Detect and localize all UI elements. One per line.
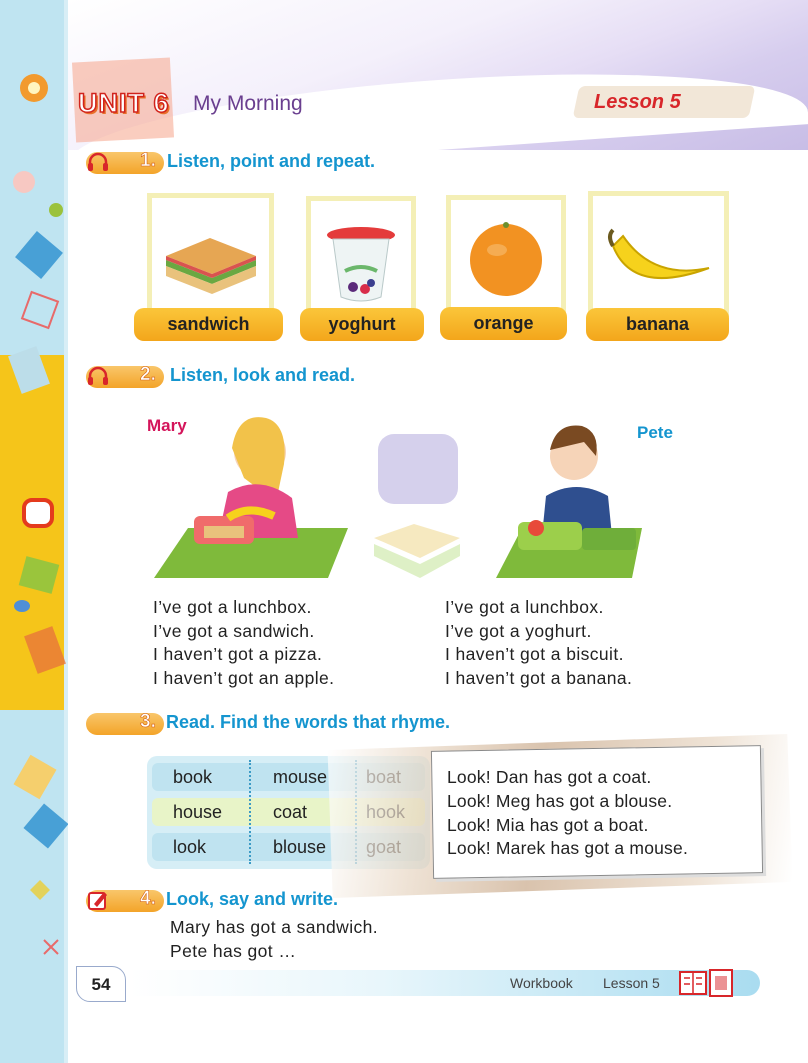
table-divider bbox=[249, 760, 251, 864]
mary-line: I’ve got a sandwich. bbox=[153, 620, 315, 641]
pencil-icon bbox=[86, 888, 110, 912]
table-cell: coat bbox=[273, 802, 308, 822]
pete-text bbox=[445, 596, 632, 690]
write-line: Pete has got … bbox=[170, 940, 297, 961]
rhyme-sentence: Look! Mia has got a boat. bbox=[447, 815, 649, 835]
rhyme-sentence: Look! Meg has got a blouse. bbox=[447, 791, 673, 811]
rhyme-sentence: Look! Marek has got a mouse. bbox=[447, 838, 689, 858]
item-label-banana: banana bbox=[586, 308, 729, 341]
pete-line: I haven’t got a biscuit. bbox=[445, 644, 624, 664]
exercise-1-number: 1. bbox=[140, 150, 156, 171]
pete-name: Pete bbox=[637, 423, 673, 442]
lesson-label: Lesson 5 bbox=[594, 91, 681, 113]
mary-line: I haven’t got a pizza. bbox=[153, 644, 323, 664]
pete-line: I haven’t got a banana. bbox=[445, 667, 633, 688]
mary-line: I haven’t got an apple. bbox=[153, 667, 335, 688]
mary-line: I’ve got a lunchbox. bbox=[153, 597, 312, 617]
rhyme-sentence: Look! Dan has got a coat. bbox=[447, 767, 652, 787]
workbook-label: Workbook bbox=[510, 975, 573, 991]
yoghurt-image bbox=[311, 201, 411, 311]
footer-lesson-label: Lesson 5 bbox=[603, 975, 660, 991]
exercise-3-title: Read. Find the words that rhyme. bbox=[166, 712, 451, 732]
mary-illustration bbox=[148, 408, 348, 586]
lunchbox-illustration bbox=[364, 426, 474, 586]
item-label-sandwich: sandwich bbox=[134, 308, 283, 341]
exercise-2-number: 2. bbox=[140, 364, 156, 385]
pete-line: I’ve got a yoghurt. bbox=[445, 620, 592, 641]
sandwich-image bbox=[152, 198, 269, 313]
footer-bar bbox=[130, 970, 760, 996]
table-cell: book bbox=[173, 767, 213, 787]
banana-card bbox=[588, 191, 729, 317]
headphones-icon bbox=[86, 364, 110, 388]
table-cell: look bbox=[173, 837, 207, 857]
orange-card bbox=[446, 195, 566, 315]
exercise-1-title: Listen, point and repeat. bbox=[167, 151, 376, 171]
write-line: Mary has got a sandwich. bbox=[170, 917, 379, 937]
item-label-yoghurt: yoghurt bbox=[300, 308, 424, 341]
pete-line: I’ve got a lunchbox. bbox=[445, 597, 604, 617]
mary-text bbox=[153, 596, 334, 690]
unit-label: UNIT 6 bbox=[78, 88, 170, 118]
unit-title: My Morning bbox=[193, 92, 303, 115]
exercise-4-title: Look, say and write. bbox=[166, 889, 339, 909]
write-text bbox=[170, 916, 378, 963]
mary-name: Mary bbox=[147, 416, 187, 435]
orange-image bbox=[451, 200, 561, 310]
table-cell: house bbox=[173, 802, 223, 822]
table-cell: mouse bbox=[273, 767, 328, 787]
header-banner bbox=[68, 0, 808, 150]
workbook-icon bbox=[678, 968, 738, 998]
sandwich-card bbox=[147, 193, 274, 318]
banana-image bbox=[593, 196, 724, 312]
item-label-orange: orange bbox=[440, 307, 567, 340]
table-cell: blouse bbox=[273, 837, 327, 857]
headphones-icon bbox=[86, 150, 110, 174]
exercise-4-number: 4. bbox=[140, 888, 156, 909]
exercise-2-title: Listen, look and read. bbox=[170, 365, 356, 385]
side-decorations bbox=[0, 0, 68, 1063]
exercise-3-number: 3. bbox=[140, 711, 156, 732]
page-number: 54 bbox=[76, 966, 126, 1002]
yoghurt-card bbox=[306, 196, 416, 316]
pete-illustration bbox=[492, 416, 652, 586]
